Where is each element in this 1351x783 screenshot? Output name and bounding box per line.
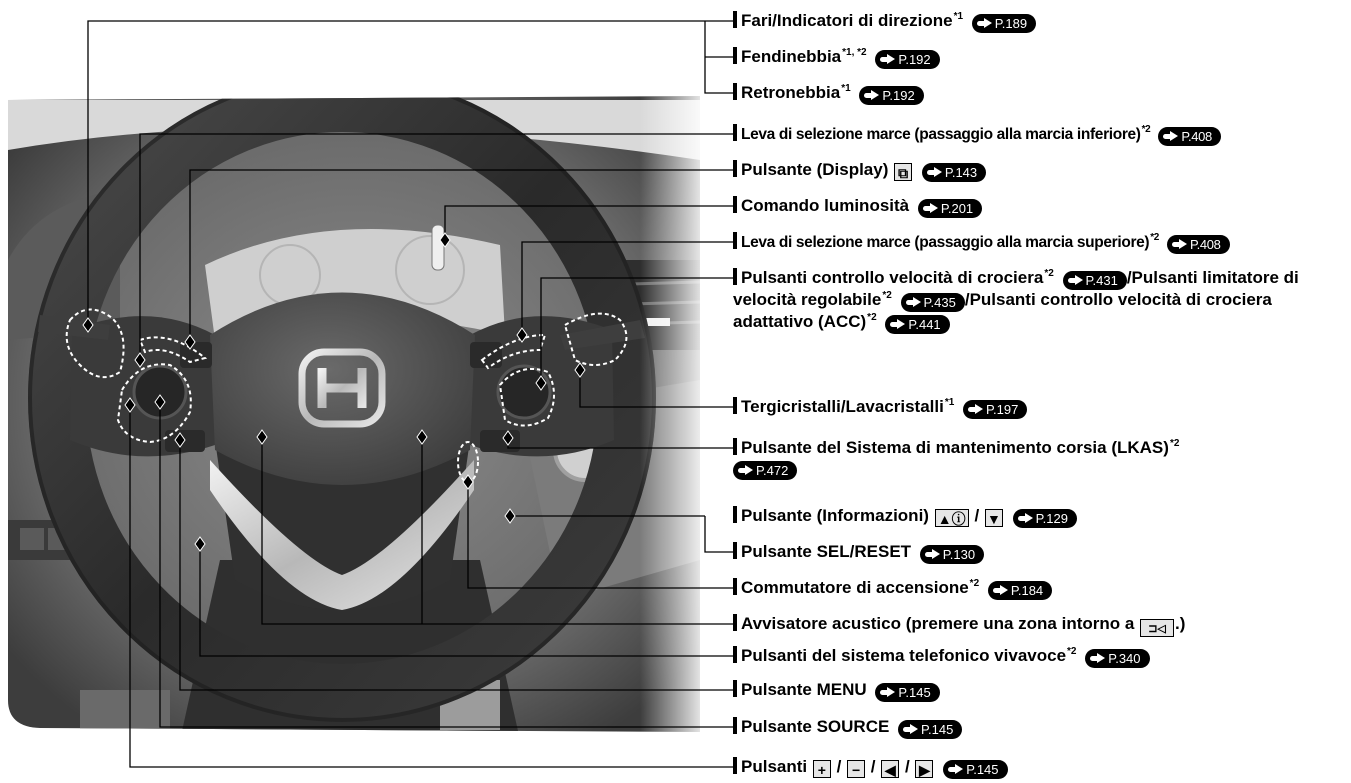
page-ref-badge[interactable]: P. 408 [1158, 127, 1221, 146]
arrow-icon [738, 465, 753, 476]
arrow-icon [890, 319, 905, 330]
callout-brightness: Comando luminosità P. 201 [733, 196, 982, 218]
minus-icon: − [847, 760, 865, 778]
page-ref-badge[interactable]: P. 201 [918, 199, 982, 218]
horn-icon: ⊐◁ [1140, 619, 1174, 637]
page-ref-badge[interactable]: P. 431 [1063, 271, 1127, 290]
page-ref-badge[interactable]: P. 435 [901, 293, 965, 312]
page-ref-badge[interactable]: P. 145 [943, 760, 1007, 779]
callout-display-button: Pulsante (Display) ⧉ P. 143 [733, 160, 986, 182]
page-ref-badge[interactable]: P. 145 [898, 720, 962, 739]
page-ref-badge[interactable]: P. 441 [885, 315, 949, 334]
arrow-icon [993, 585, 1008, 596]
page-ref-badge[interactable]: P. 408 [1167, 235, 1230, 254]
plus-icon: + [813, 760, 831, 778]
callout-paddle-up: Leva di selezione marce (passaggio alla marcia superiore)$^{*2}$ P. 408 [733, 232, 1230, 254]
arrow-icon [968, 404, 983, 415]
callout-fog-lights: Fendinebbia$^{*1, *2}$ P. 192 [733, 47, 940, 69]
arrow-icon [1163, 131, 1178, 142]
arrow-icon [927, 167, 942, 178]
arrow-icon [925, 549, 940, 560]
callout-handsfree: Pulsanti del sistema telefonico vivavoce$^{*2}$ P. 340 [733, 646, 1150, 668]
display-icon: ⧉ [894, 163, 912, 181]
page-ref-badge[interactable]: P. 184 [988, 581, 1052, 600]
arrow-icon [948, 764, 963, 775]
callout-lkas: Pulsante del Sistema di mantenimento corsia (LKAS)$^{*2}$ P. 472 [733, 438, 1333, 480]
info-down-icon: ▼ [985, 509, 1003, 527]
callout-source: Pulsante SOURCE P. 145 [733, 717, 962, 739]
arrow-icon [977, 18, 992, 29]
arrow-icon [923, 203, 938, 214]
page-ref-badge[interactable]: P. 192 [875, 50, 939, 69]
callout-horn: Avvisatore acustico (premere una zona intorno a ⊐◁ .) [733, 614, 1185, 637]
page-ref-badge[interactable]: P. 143 [922, 163, 986, 182]
arrow-icon [1018, 513, 1033, 524]
callout-audio-buttons: Pulsanti + / − / ◀ / ▶ P. 145 [733, 757, 1008, 779]
info-up-icon: ▲ⓘ [935, 509, 969, 527]
arrow-icon [1068, 275, 1083, 286]
page-ref-badge[interactable]: P. 340 [1085, 649, 1149, 668]
left-arrow-icon: ◀ [881, 760, 899, 778]
arrow-icon [880, 687, 895, 698]
arrow-icon [1090, 653, 1105, 664]
arrow-icon [864, 90, 879, 101]
arrow-icon [1172, 239, 1187, 250]
page-ref-badge[interactable]: P. 197 [963, 400, 1027, 419]
arrow-icon [880, 54, 895, 65]
callout-ignition: Commutatore di accensione$^{*2}$ P. 184 [733, 578, 1052, 600]
callout-wipers: Tergicristalli/Lavacristalli$^{*1}$ P. 197 [733, 397, 1027, 419]
callout-cruise-control: Pulsanti controllo velocità di crociera$^{*2}$ P. 431 /Pulsanti limitatore di velocità regolabile$^{*2}$ P. 435 /Pulsanti controllo velocità di crociera adattativo (ACC)$^{*2}$ P. 441 [733, 268, 1333, 334]
arrow-icon [903, 724, 918, 735]
page-ref-badge[interactable]: P. 129 [1013, 509, 1077, 528]
callout-menu: Pulsante MENU P. 145 [733, 680, 940, 702]
callout-headlights: Fari/Indicatori di direzione$^{*1}$ P. 189 [733, 11, 1036, 33]
callout-paddle-down: Leva di selezione marce (passaggio alla marcia inferiore)$^{*2}$ P. 408 [733, 124, 1221, 146]
right-arrow-icon: ▶ [915, 760, 933, 778]
callout-rear-fog: Retronebbia$^{*1}$ P. 192 [733, 83, 924, 105]
page-ref-badge[interactable]: P. 145 [875, 683, 939, 702]
page-ref-badge[interactable]: P. 192 [859, 86, 923, 105]
callout-sel-reset: Pulsante SEL/RESET P. 130 [733, 542, 984, 564]
page-ref-badge[interactable]: P. 130 [920, 545, 984, 564]
page-ref-badge[interactable]: P. 472 [733, 461, 797, 480]
arrow-icon [906, 297, 921, 308]
callout-info-button: Pulsante (Informazioni) ▲ⓘ / ▼ P. 129 [733, 506, 1077, 528]
page-ref-badge[interactable]: P. 189 [972, 14, 1036, 33]
